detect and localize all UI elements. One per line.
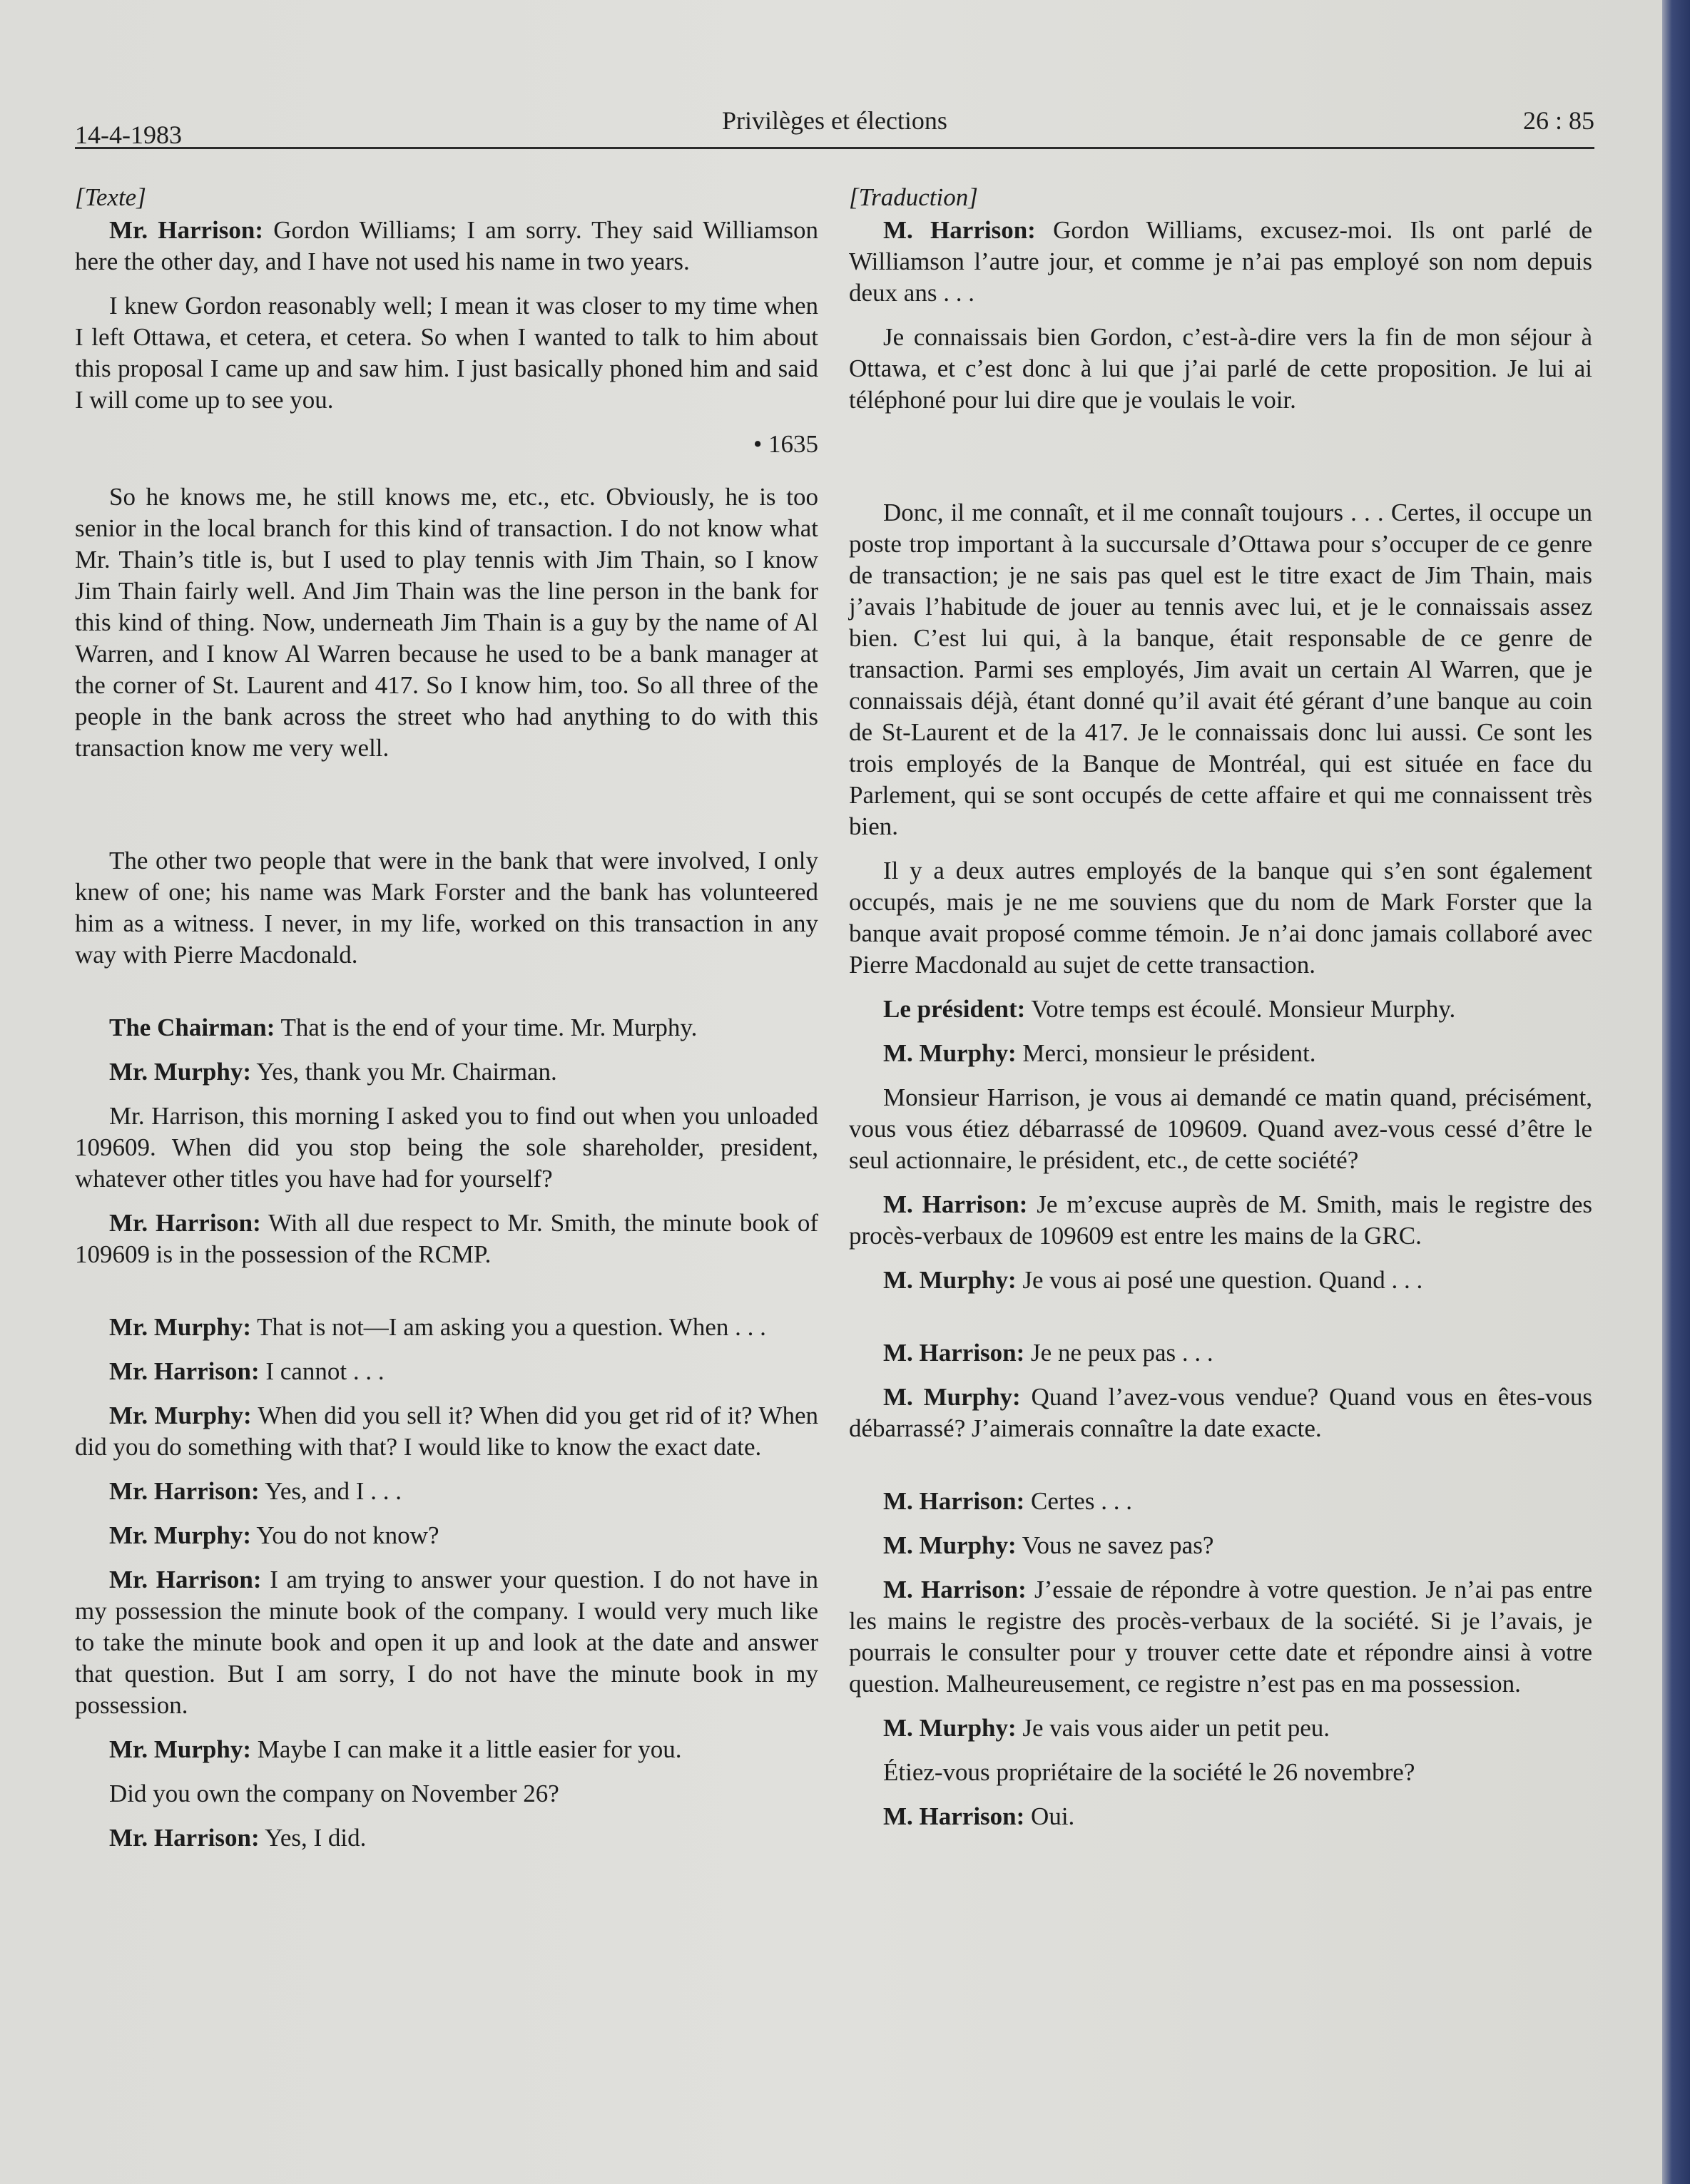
speech-text: Votre temps est écoulé. Monsieur Murphy. xyxy=(1025,995,1456,1023)
speaker-name: Mr. Harrison: xyxy=(109,1357,260,1385)
paragraph: Il y a deux autres employés de la banque qui s’en sont également occupés, mais je ne me souviens que du nom de Mark Forster que la banque avait proposé comme témoin. Je n’ai donc jamais collaboré avec Pierre Macdonald au sujet de cette transaction. xyxy=(849,857,1592,979)
speech-text: Maybe I can make it a little easier for you. xyxy=(250,1735,682,1763)
speech-text: Yes, thank you Mr. Chairman. xyxy=(250,1058,557,1086)
paragraph xyxy=(75,215,818,277)
paragraph xyxy=(75,1564,818,1721)
binding-spine xyxy=(1662,0,1690,2184)
paragraph: Donc, il me connaît, et il me connaît toujours . . . Certes, il occupe un poste trop important à la succursale d’Ottawa pour s’occuper de ce genre de transaction; je ne sais pas quel est le titre exact de Jim Thain, mais j’avais l’habitude de jouer au tennis avec lui, et je le connaissais assez bien. C’est lui qui, à la banque, était responsable de ce genre de transaction. Parmi ses employés, Jim avait un certain Al Warren, que je connaissais déjà, étant donné qu’il avait été gérant d’une banque au coin de St-Laurent et de la 417. Je le connaissais donc lui aussi. Ce sont les trois employés de la Banque de Montréal, qui est située en face du Parlement, qui se sont occupés de cette affaire et qui me connaissent très bien. xyxy=(849,499,1592,840)
speaker-name: M. Harrison: xyxy=(883,216,1036,244)
speaker-name: Le président: xyxy=(883,995,1026,1023)
speech-text: I cannot . . . xyxy=(259,1357,385,1385)
speech-text: Quand l’avez-vous vendue? Quand vous en êtes-vous débarrassé? J’aimerais connaître la date exacte. xyxy=(849,1383,1592,1442)
paragraph xyxy=(849,994,1592,1025)
paragraph xyxy=(849,1530,1592,1561)
paragraph: Did you own the company on November 26? xyxy=(109,1780,559,1807)
paragraph xyxy=(849,1713,1592,1744)
speech-text: J’essaie de répondre à votre question. Je n’ai pas entre les mains le registre des procès-verbaux de la société. Si je l’avais, je pourrais le consulter pour y trouver cette date et répondre ainsi à votre question. Malheureusement, ce registre n’est pas en ma possession. xyxy=(849,1576,1592,1698)
header-rule xyxy=(75,147,1594,149)
paragraph xyxy=(849,1486,1592,1517)
speech-text: Yes, and I . . . xyxy=(259,1477,402,1505)
speaker-name: Mr. Harrison: xyxy=(109,1824,260,1852)
paragraph xyxy=(849,1337,1592,1369)
speaker-name: M. Harrison: xyxy=(883,1576,1027,1603)
english-column xyxy=(75,182,818,1867)
paragraph: Je connaissais bien Gordon, c’est-à-dire vers la fin de mon séjour à Ottawa, et c’est donc à lui que j’ai parlé de cette proposition. Je lui ai téléphoné pour lui dire que je voulais le voir. xyxy=(849,323,1592,414)
speech-text: When did you sell it? When did you get rid of it? When did you do something with that? I would like to know the exact date. xyxy=(75,1402,819,1461)
paragraph: I knew Gordon reasonably well; I mean it was closer to my time when I left Ottawa, et cetera, et cetera. So when I wanted to talk to him about this proposal I came up and saw him. I just basically phoned him and said I will come up to see you. xyxy=(75,292,818,414)
speech-text: Merci, monsieur le président. xyxy=(1016,1039,1316,1067)
speech-text: With all due respect to Mr. Smith, the minute book of 109609 is in the possession of the RCMP. xyxy=(75,1209,818,1268)
speech-text: Je ne peux pas . . . xyxy=(1024,1339,1213,1367)
speech-text: Gordon Williams; I am sorry. They said Williamson here the other day, and I have not used his name in two years. xyxy=(75,216,818,275)
paragraph xyxy=(75,1734,818,1765)
speaker-name: M. Murphy: xyxy=(883,1531,1017,1559)
speech-text: Oui. xyxy=(1024,1802,1075,1830)
speaker-name: M. Harrison: xyxy=(883,1190,1028,1218)
paragraph xyxy=(849,215,1592,309)
speaker-name: Mr. Murphy: xyxy=(109,1521,251,1549)
speaker-name: Mr. Harrison: xyxy=(109,1566,262,1593)
paragraph: The other two people that were in the bank that were involved, I only knew of one; his name was Mark Forster and the bank has volunteered him as a witness. I never, in my life, worked on this transaction in any way with Pierre Macdonald. xyxy=(75,847,818,969)
speech-text: Je m’excuse auprès de M. Smith, mais le registre des procès-verbaux de 109609 est entre les mains de la GRC. xyxy=(849,1190,1592,1250)
header-title: Privilèges et élections xyxy=(722,106,947,135)
spacer xyxy=(849,1457,1592,1486)
paragraph xyxy=(75,1476,818,1507)
speaker-name: Mr. Murphy: xyxy=(109,1402,252,1429)
paragraph xyxy=(75,1012,818,1043)
paragraph xyxy=(849,1801,1592,1832)
speech-text: Vous ne savez pas? xyxy=(1016,1531,1214,1559)
paragraph: Étiez-vous propriétaire de la société le 26 novembre? xyxy=(883,1758,1415,1786)
speaker-name: Mr. Harrison: xyxy=(109,1477,260,1505)
paragraph: Monsieur Harrison, je vous ai demandé ce matin quand, précisément, vous vous étiez débarrassé de 109609. Quand avez-vous cessé d’être le seul actionnaire, le président, etc., de cette société? xyxy=(849,1083,1592,1174)
speaker-name: M. Murphy: xyxy=(883,1039,1017,1067)
spacer xyxy=(849,429,1592,497)
header-date: 14-4-1983 xyxy=(75,121,182,149)
speaker-name: Mr. Murphy: xyxy=(109,1058,251,1086)
speech-text: I am trying to answer your question. I do not have in my possession the minute book of the company. I would very much like to take the minute book and open it up and look at the date and answer that question. But I am sorry, I do not have the minute book in my possession. xyxy=(75,1566,818,1719)
page-header xyxy=(75,106,1594,148)
speaker-name: M. Harrison: xyxy=(883,1802,1025,1830)
speech-text: Yes, I did. xyxy=(259,1824,367,1852)
speaker-name: M. Murphy: xyxy=(883,1714,1017,1742)
french-column xyxy=(849,182,1592,1845)
paragraph xyxy=(75,1312,818,1343)
speech-text: Je vous ai posé une question. Quand . . . xyxy=(1016,1266,1423,1294)
speech-text: Je vais vous aider un petit peu. xyxy=(1016,1714,1330,1742)
time-marker: • 1635 xyxy=(753,430,818,458)
paragraph xyxy=(849,1382,1592,1444)
speaker-name: Mr. Harrison: xyxy=(109,216,264,244)
speaker-name: The Chairman: xyxy=(109,1014,275,1041)
header-page-number: 26 : 85 xyxy=(1522,106,1594,135)
speaker-name: M. Murphy: xyxy=(883,1383,1021,1411)
speech-text: That is not—I am asking you a question. When . . . xyxy=(250,1313,766,1341)
paragraph xyxy=(75,1822,818,1854)
spacer xyxy=(75,777,818,845)
speaker-name: Mr. Murphy: xyxy=(109,1735,251,1763)
paragraph xyxy=(849,1574,1592,1700)
speech-text: That is the end of your time. Mr. Murphy. xyxy=(275,1014,698,1041)
column-lead: [Texte] xyxy=(75,183,146,211)
speaker-name: M. Harrison: xyxy=(883,1339,1025,1367)
paragraph xyxy=(75,1520,818,1551)
paragraph xyxy=(75,1208,818,1270)
speech-text: You do not know? xyxy=(250,1521,439,1549)
spacer xyxy=(849,1309,1592,1337)
speaker-name: M. Harrison: xyxy=(883,1487,1025,1515)
column-lead: [Traduction] xyxy=(849,183,978,211)
paragraph xyxy=(75,1400,818,1463)
spacer xyxy=(75,1283,818,1312)
paragraph xyxy=(849,1265,1592,1296)
paragraph xyxy=(75,1056,818,1088)
paragraph xyxy=(849,1038,1592,1069)
speaker-name: M. Murphy: xyxy=(883,1266,1017,1294)
paragraph xyxy=(75,1356,818,1387)
paragraph xyxy=(849,1189,1592,1252)
speech-text: Certes . . . xyxy=(1024,1487,1132,1515)
paragraph: Mr. Harrison, this morning I asked you to find out when you unloaded 109609. When did you stop being the sole shareholder, president, whatever other titles you have had for yourself? xyxy=(75,1102,818,1193)
speech-text: Gordon Williams, excusez-moi. Ils ont parlé de Williamson l’autre jour, et comme je n’ai pas employé son nom depuis deux ans . . . xyxy=(849,216,1593,307)
spacer xyxy=(75,984,818,1012)
paragraph: So he knows me, he still knows me, etc., etc. Obviously, he is too senior in the local branch for this kind of transaction. I do not know what Mr. Thain’s title is, but I used to play tennis with Jim Thain, so I know Jim Thain fairly well. And Jim Thain was the line person in the bank for this kind of thing. Now, underneath Jim Thain is a guy by the name of Al Warren, and I know Al Warren because he used to be a bank manager at the corner of St. Laurent and 417. So I know him, too. So all three of the people in the bank across the street who had anything to do with this transaction know me very well. xyxy=(75,483,818,762)
speaker-name: Mr. Murphy: xyxy=(109,1313,251,1341)
speaker-name: Mr. Harrison: xyxy=(109,1209,261,1237)
